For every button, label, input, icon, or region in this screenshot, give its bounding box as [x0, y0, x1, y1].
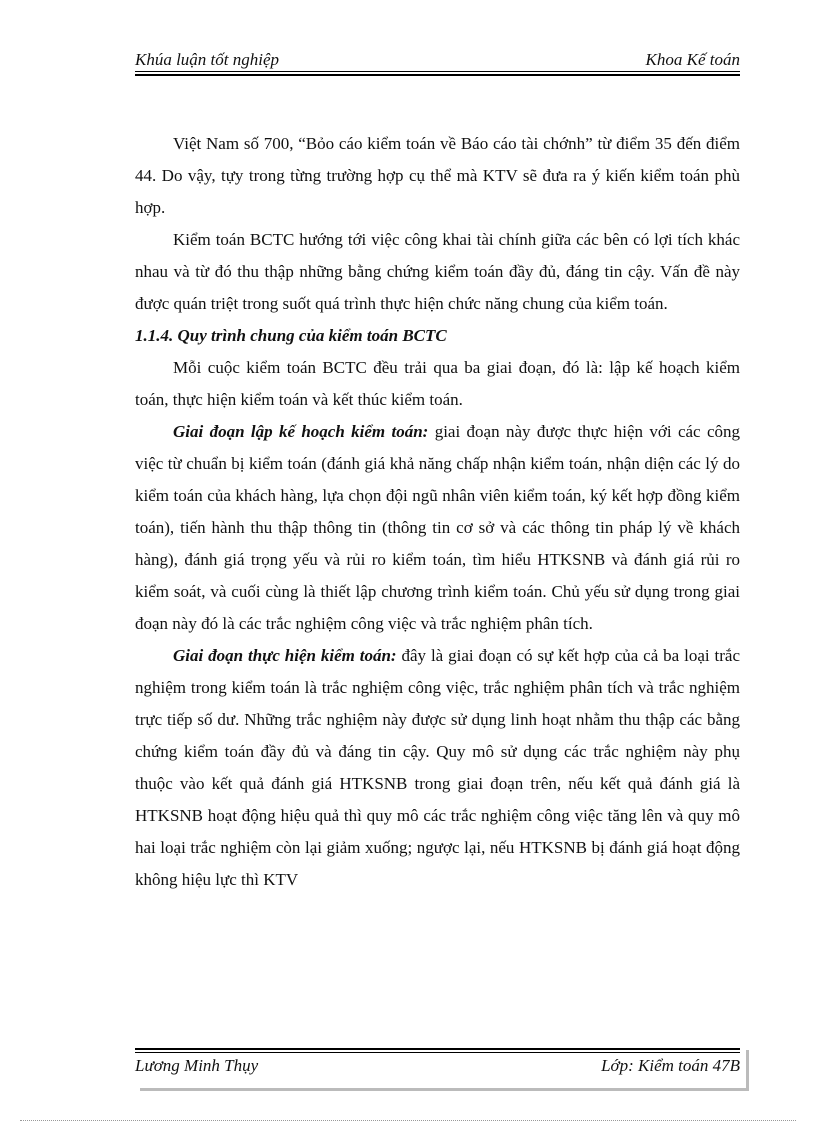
paragraph-4-text: giai đoạn này được thực hiện với các công việc từ chuẩn bị kiểm toán (đánh giá khả năng chấp nhận kiểm toán, nhận diện các lý do kiểm toán của khách hàng, lựa chọn đội ngũ nhân viên kiểm toán, ký kết hợp đồng kiểm toán), tiến hành thu thập thông tin (thông tin cơ sở và các thông tin pháp lý về khách hàng), đánh giá trọng yếu và rủi ro kiểm toán, tìm hiểu HTKSNB và đánh giá rủi ro kiểm soát, và cuối cùng là thiết lập chương trình kiểm toán. Chủ yếu sử dụng trong giai đoạn này đó là các trắc nghiệm công việc và trắc nghiệm phân tích.	[135, 422, 741, 633]
section-heading: 1.1.4. Quy trình chung của kiểm toán BCTC	[135, 326, 447, 345]
paragraph-5	[135, 640, 740, 896]
page-break-line	[20, 1120, 796, 1121]
page-shadow-bottom	[140, 1088, 749, 1091]
header-rule	[135, 71, 740, 72]
page-shadow-right	[746, 1050, 749, 1090]
header-thesis-label: Khúa luận tốt nghiệp	[135, 50, 280, 69]
paragraph-5-text: đây là giai đoạn có sự kết hợp của cả ba loại trắc nghiệm trong kiểm toán là trắc nghiệm công việc, trắc nghiệm phân tích và trắc nghiệm trực tiếp số dư. Những trắc nghiệm này được sử dụng linh hoạt nhằm thu thập các bằng chứng kiểm toán đầy đủ và đáng tin cậy. Quy mô sử dụng các trắc nghiệm này phụ thuộc vào kết quả đánh giá HTKSNB trong giai đoạn trên, nếu kết quả đánh giá là HTKSNB hoạt động hiệu quả thì quy mô các trắc nghiệm công việc tăng lên và quy mô hai loại trắc nghiệm còn lại giảm xuống; ngược lại, nếu HTKSNB bị đánh giá hoạt động không hiệu lực thì KTV	[135, 646, 740, 889]
paragraph-2: Kiểm toán BCTC hướng tới việc công khai tài chính giữa các bên có lợi tích khác nhau và từ đó thu thập những bằng chứng kiểm toán đầy đủ, đáng tin cậy. Vấn đề này được quán triệt trong suốt quá trình thực hiện chức năng chung của kiểm toán.	[135, 230, 740, 313]
footer-rule-thick	[135, 1048, 740, 1050]
paragraph-1: Việt Nam số 700, “Bỏo cáo kiểm toán về Báo cáo tài chớnh” từ điểm 35 đến điểm 44. Do vậy, tựy trong từng trường hợp cụ thể mà KTV sẽ đưa ra ý kiến kiểm toán phù hợp.	[135, 134, 740, 217]
page-header	[135, 48, 740, 72]
paragraph-4-lead: Giai đoạn lập kế hoạch kiểm toán:	[173, 422, 429, 441]
page-footer	[135, 1054, 740, 1078]
paragraph-4	[135, 416, 740, 640]
header-faculty-label: Khoa Kế toán	[645, 50, 740, 69]
footer-author: Lương Minh Thụy	[135, 1056, 259, 1075]
document-body	[135, 128, 740, 896]
paragraph-3: Mỗi cuộc kiểm toán BCTC đều trải qua ba giai đoạn, đó là: lập kế hoạch kiểm toán, thực hiện kiểm toán và kết thúc kiểm toán.	[135, 358, 740, 409]
header-rule-thick	[135, 74, 740, 76]
paragraph-5-lead: Giai đoạn thực hiện kiểm toán:	[173, 646, 397, 665]
footer-rule	[135, 1052, 740, 1053]
footer-class: Lớp: Kiểm toán 47B	[601, 1056, 740, 1075]
